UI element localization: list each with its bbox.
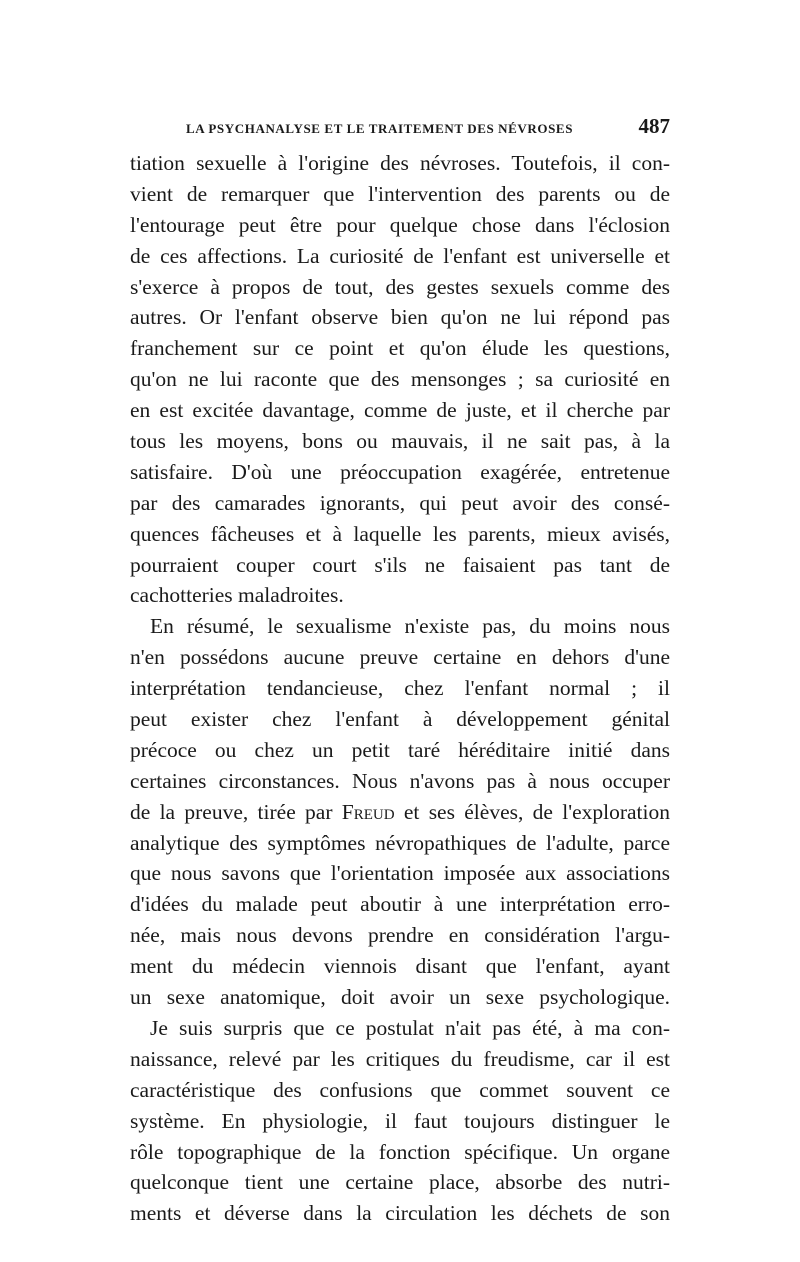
text-line: système. En physiologie, il faut toujours distinguer le (130, 1108, 670, 1133)
text-line: tous les moyens, bons ou mauvais, il ne sait pas, à la (130, 429, 670, 454)
text-line: par des camarades ignorants, qui peut avoir des consé- (130, 490, 670, 515)
text-line: cachotteries maladroites. (130, 583, 344, 608)
text-line: que nous savons que l'orientation imposée aux associations (130, 861, 670, 886)
running-head (186, 114, 670, 140)
text-line: En résumé, le sexualisme n'existe pas, du moins nous (150, 614, 670, 639)
text-line: n'en possédons aucune preuve certaine en dehors d'une (130, 645, 670, 670)
text-line: née, mais nous devons prendre en considération l'argu- (130, 923, 670, 948)
text-line: certaines circonstances. Nous n'avons pas à nous occuper (130, 768, 670, 793)
paragraph-3 (130, 1013, 670, 1229)
text-line: s'exerce à propos de tout, des gestes sexuels comme des (130, 274, 670, 299)
text-line: franchement sur ce point et qu'on élude les questions, (130, 336, 670, 361)
text-line: ment du médecin viennois disant que l'enfant, ayant (130, 954, 670, 979)
text-line: tiation sexuelle à l'origine des névroses. Toutefois, il con- (130, 151, 670, 175)
text-line: quences fâcheuses et à laquelle les parents, mieux avisés, (130, 521, 670, 546)
text-line: ments et déverse dans la circulation les déchets de son (130, 1201, 670, 1226)
text-line: de ces affections. La curiosité de l'enfant est universelle et (130, 243, 670, 268)
text-line-smallcaps (130, 797, 670, 828)
paragraph-2 (130, 611, 670, 1013)
body-text (130, 148, 670, 1229)
author-name-freud: Freud (341, 799, 395, 824)
text-line: qu'on ne lui raconte que des mensonges ; sa curiosité en (130, 367, 670, 392)
text-line: quelconque tient une certaine place, absorbe des nutri- (130, 1170, 670, 1195)
text-line: naissance, relevé par les critiques du freudisme, car il est (130, 1046, 670, 1071)
paragraph-1 (130, 148, 670, 611)
text-line: satisfaire. D'où une préoccupation exagérée, entretenue (130, 459, 670, 484)
text-line: rôle topographique de la fonction spécifique. Un organe (130, 1139, 670, 1164)
text-line: Je suis surpris que ce postulat n'ait pas été, à ma con- (150, 1015, 670, 1040)
text-line: interprétation tendancieuse, chez l'enfant normal ; il (130, 676, 670, 701)
text-line: pourraient couper court s'ils ne faisaient pas tant de (130, 552, 670, 577)
text-line: caractéristique des confusions que commet souvent ce (130, 1077, 670, 1102)
text-line: un sexe anatomique, doit avoir un sexe psychologique. (130, 985, 670, 1010)
text-line: d'idées du malade peut aboutir à une interprétation erro- (130, 892, 670, 917)
text-line: vient de remarquer que l'intervention des parents ou de (130, 181, 670, 206)
text-line: analytique des symptômes névropathiques de l'adulte, parce (130, 830, 670, 855)
line-segment-after: et ses élèves, de l'exploration (394, 799, 670, 824)
text-line: peut exister chez l'enfant à développement génital (130, 707, 670, 732)
text-line: autres. Or l'enfant observe bien qu'on ne lui répond pas (130, 305, 670, 330)
text-line: précoce ou chez un petit taré héréditaire initié dans (130, 737, 670, 762)
running-title: LA PSYCHANALYSE ET LE TRAITEMENT DES NÉVROSES (186, 121, 574, 136)
page-number: 487 (638, 114, 670, 138)
text-line: en est excitée davantage, comme de juste, et il cherche par (130, 398, 670, 423)
line-segment-before: de la preuve, tirée par (130, 799, 342, 824)
text-line: l'entourage peut être pour quelque chose dans l'éclosion (130, 212, 670, 237)
